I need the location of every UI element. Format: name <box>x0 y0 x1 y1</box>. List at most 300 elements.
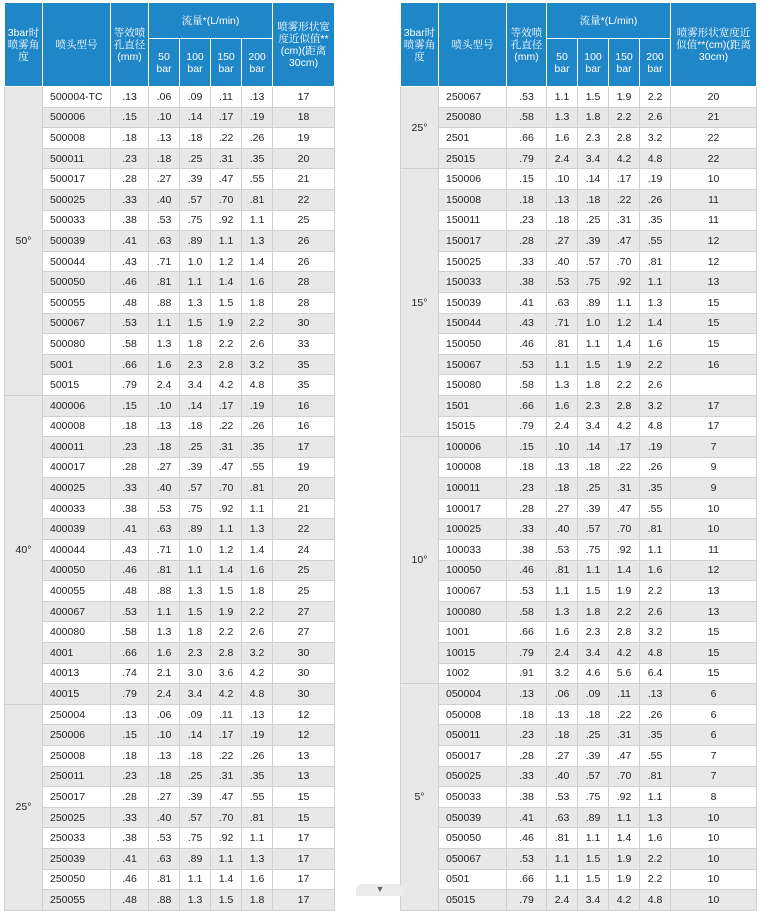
orifice-cell: .15 <box>111 395 149 416</box>
nozzle-model-cell: 250067 <box>439 87 507 108</box>
flow-150-cell: 4.2 <box>609 890 640 911</box>
flow-50-cell: 1.1 <box>547 581 578 602</box>
flow-200-cell: 6.4 <box>640 663 671 684</box>
nozzle-model-cell: 250080 <box>439 107 507 128</box>
nozzle-model-cell: 1501 <box>439 395 507 416</box>
flow-150-cell: .17 <box>609 169 640 190</box>
flow-50-cell: .40 <box>547 251 578 272</box>
orifice-cell: .33 <box>111 807 149 828</box>
flow-50-cell: .18 <box>547 210 578 231</box>
spray-width-cell: 13 <box>671 601 757 622</box>
flow-200-cell: 2.6 <box>242 622 273 643</box>
spray-width-cell: 22 <box>273 519 335 540</box>
nozzle-model-cell: 400080 <box>43 622 111 643</box>
flow-100-cell: .09 <box>180 704 211 725</box>
flow-200-cell: .13 <box>242 87 273 108</box>
flow-50-cell: 1.6 <box>547 622 578 643</box>
spray-width-cell: 16 <box>671 354 757 375</box>
nozzle-model-cell: 10015 <box>439 643 507 664</box>
flow-100-cell: 2.3 <box>180 643 211 664</box>
flow-200-cell: .55 <box>640 746 671 767</box>
header-spray-angle: 3bar时喷雾角度 <box>5 3 43 87</box>
flow-100-cell: .89 <box>578 292 609 313</box>
table-row <box>5 807 335 828</box>
flow-50-cell: .81 <box>547 828 578 849</box>
flow-100-cell: 3.4 <box>180 375 211 396</box>
flow-150-cell: 4.2 <box>211 684 242 705</box>
flow-50-cell: 2.4 <box>547 148 578 169</box>
nozzle-model-cell: 500006 <box>43 107 111 128</box>
flow-150-cell: .22 <box>211 746 242 767</box>
flow-200-cell: 1.3 <box>640 807 671 828</box>
flow-50-cell: .13 <box>149 746 180 767</box>
flow-100-cell: .57 <box>180 478 211 499</box>
nozzle-model-cell: 40015 <box>43 684 111 705</box>
flow-100-cell: 3.4 <box>578 148 609 169</box>
flow-50-cell: .63 <box>547 807 578 828</box>
flow-200-cell: 3.2 <box>640 622 671 643</box>
spray-width-cell: 15 <box>671 622 757 643</box>
flow-150-cell: 2.8 <box>609 622 640 643</box>
flow-100-cell: .25 <box>578 210 609 231</box>
spray-angle-cell: 40° <box>5 395 43 704</box>
orifice-cell: .58 <box>111 622 149 643</box>
flow-50-cell: 1.1 <box>547 848 578 869</box>
flow-200-cell: 2.6 <box>640 601 671 622</box>
flow-50-cell: .40 <box>149 478 180 499</box>
flow-200-cell: .19 <box>242 395 273 416</box>
flow-50-cell: .63 <box>149 231 180 252</box>
orifice-cell: .28 <box>507 746 547 767</box>
orifice-cell: .33 <box>111 478 149 499</box>
flow-50-cell: .53 <box>149 828 180 849</box>
orifice-cell: .66 <box>507 869 547 890</box>
flow-50-cell: .53 <box>149 498 180 519</box>
table-row <box>5 560 335 581</box>
flow-200-cell: .35 <box>242 148 273 169</box>
spray-width-cell: 21 <box>273 498 335 519</box>
flow-50-cell: .71 <box>149 251 180 272</box>
orifice-cell: .33 <box>111 189 149 210</box>
table-row <box>401 787 757 808</box>
flow-100-cell: 1.3 <box>180 292 211 313</box>
flow-100-cell: 2.3 <box>578 622 609 643</box>
spray-width-cell: 33 <box>273 334 335 355</box>
flow-150-cell: 1.9 <box>609 87 640 108</box>
flow-150-cell: 1.2 <box>211 251 242 272</box>
flow-150-cell: 1.2 <box>211 540 242 561</box>
spray-angle-cell: 25° <box>5 704 43 910</box>
nozzle-model-cell: 500033 <box>43 210 111 231</box>
flow-50-cell: 1.3 <box>547 107 578 128</box>
orifice-cell: .53 <box>507 354 547 375</box>
flow-200-cell: 2.6 <box>640 375 671 396</box>
spray-width-cell: 10 <box>671 869 757 890</box>
spray-width-cell: 30 <box>273 643 335 664</box>
flow-100-cell: 1.1 <box>578 560 609 581</box>
flow-150-cell: 1.9 <box>609 354 640 375</box>
orifice-cell: .38 <box>507 787 547 808</box>
flow-100-cell: 1.1 <box>180 869 211 890</box>
spray-width-cell: 12 <box>671 231 757 252</box>
table-row <box>401 128 757 149</box>
nozzle-model-cell: 400006 <box>43 395 111 416</box>
nozzle-model-cell: 500004-TC <box>43 87 111 108</box>
spray-width-cell: 13 <box>273 746 335 767</box>
flow-200-cell: .35 <box>640 210 671 231</box>
orifice-cell: .41 <box>507 807 547 828</box>
spray-width-cell: 13 <box>273 766 335 787</box>
flow-200-cell: .26 <box>640 457 671 478</box>
spray-width-cell: 25 <box>273 210 335 231</box>
flow-200-cell: 1.6 <box>242 272 273 293</box>
flow-100-cell: .18 <box>578 457 609 478</box>
orifice-cell: .46 <box>111 560 149 581</box>
table-row <box>401 395 757 416</box>
orifice-cell: .23 <box>507 725 547 746</box>
nozzle-model-cell: 100006 <box>439 437 507 458</box>
table-row <box>401 560 757 581</box>
flow-100-cell: .75 <box>180 210 211 231</box>
spray-width-cell: 30 <box>273 684 335 705</box>
flow-100-cell: .18 <box>180 416 211 437</box>
flow-100-cell: .18 <box>578 704 609 725</box>
flow-200-cell: 2.2 <box>242 601 273 622</box>
table-row <box>401 581 757 602</box>
nozzle-model-cell: 400044 <box>43 540 111 561</box>
flow-50-cell: 2.4 <box>149 684 180 705</box>
flow-50-cell: .18 <box>149 437 180 458</box>
flow-200-cell: 1.1 <box>242 498 273 519</box>
nozzle-model-cell: 150039 <box>439 292 507 313</box>
flow-100-cell: .57 <box>578 519 609 540</box>
flow-200-cell: 1.1 <box>242 210 273 231</box>
orifice-cell: .13 <box>507 684 547 705</box>
orifice-cell: .18 <box>111 746 149 767</box>
flow-200-cell: 4.2 <box>242 663 273 684</box>
flow-150-cell: 1.4 <box>211 272 242 293</box>
spray-width-cell: 10 <box>671 807 757 828</box>
orifice-cell: .13 <box>111 704 149 725</box>
table-row <box>5 210 335 231</box>
flow-100-cell: .39 <box>578 746 609 767</box>
flow-100-cell: 3.4 <box>578 416 609 437</box>
nozzle-model-cell: 250050 <box>43 869 111 890</box>
table-row <box>401 457 757 478</box>
flow-100-cell: 1.8 <box>578 601 609 622</box>
nozzle-model-cell: 4001 <box>43 643 111 664</box>
orifice-cell: .48 <box>111 292 149 313</box>
nozzle-model-cell: 150067 <box>439 354 507 375</box>
spray-width-cell: 18 <box>273 107 335 128</box>
spray-width-cell: 28 <box>273 292 335 313</box>
flow-150-cell: .47 <box>609 498 640 519</box>
flow-100-cell: 1.3 <box>180 890 211 911</box>
flow-150-cell: .11 <box>211 704 242 725</box>
spray-width-cell: 17 <box>273 848 335 869</box>
nozzle-model-cell: 5001 <box>43 354 111 375</box>
table-row <box>5 663 335 684</box>
table-row <box>401 828 757 849</box>
orifice-cell: .38 <box>111 828 149 849</box>
orifice-cell: .41 <box>111 848 149 869</box>
flow-50-cell: .13 <box>547 189 578 210</box>
table-row <box>5 643 335 664</box>
flow-50-cell: 1.1 <box>547 869 578 890</box>
spray-width-cell: 9 <box>671 457 757 478</box>
flow-200-cell: 1.6 <box>640 334 671 355</box>
flow-150-cell: .47 <box>211 787 242 808</box>
flow-100-cell: .57 <box>180 189 211 210</box>
table-row <box>401 663 757 684</box>
table-row <box>401 169 757 190</box>
nozzle-model-cell: 500055 <box>43 292 111 313</box>
chevron-down-icon[interactable]: ▼ <box>375 884 385 894</box>
flow-150-cell: .31 <box>609 210 640 231</box>
table-row <box>401 437 757 458</box>
flow-50-cell: .63 <box>547 292 578 313</box>
flow-50-cell: .27 <box>149 457 180 478</box>
flow-50-cell: .10 <box>149 725 180 746</box>
flow-200-cell: 1.6 <box>640 828 671 849</box>
orifice-cell: .58 <box>507 107 547 128</box>
table-row <box>5 478 335 499</box>
flow-200-cell: 1.1 <box>640 540 671 561</box>
spray-width-cell: 19 <box>273 457 335 478</box>
flow-100-cell: 2.3 <box>578 395 609 416</box>
flow-150-cell: .70 <box>211 478 242 499</box>
flow-50-cell: 1.6 <box>547 128 578 149</box>
orifice-cell: .66 <box>507 395 547 416</box>
orifice-cell: .66 <box>507 128 547 149</box>
flow-100-cell: 1.5 <box>578 354 609 375</box>
spray-width-cell: 16 <box>273 416 335 437</box>
flow-200-cell: .13 <box>640 684 671 705</box>
table-body-right <box>401 87 757 911</box>
flow-150-cell: 1.4 <box>609 334 640 355</box>
spray-width-cell: 21 <box>273 169 335 190</box>
flow-100-cell: .14 <box>180 725 211 746</box>
flow-200-cell: .81 <box>640 766 671 787</box>
table-row <box>5 334 335 355</box>
flow-150-cell: 1.4 <box>211 869 242 890</box>
nozzle-model-cell: 400033 <box>43 498 111 519</box>
flow-50-cell: .10 <box>149 395 180 416</box>
spray-width-cell: 7 <box>671 746 757 767</box>
spray-width-cell: 12 <box>273 704 335 725</box>
table-row <box>5 828 335 849</box>
flow-150-cell: .92 <box>609 787 640 808</box>
orifice-cell: .23 <box>111 148 149 169</box>
table-row <box>5 169 335 190</box>
flow-150-cell: 2.2 <box>609 375 640 396</box>
spray-width-cell: 9 <box>671 478 757 499</box>
nozzle-model-cell: 50015 <box>43 375 111 396</box>
nozzle-model-cell: 500039 <box>43 231 111 252</box>
table-row <box>5 890 335 911</box>
flow-100-cell: 1.8 <box>180 622 211 643</box>
flow-50-cell: .06 <box>149 704 180 725</box>
flow-200-cell: .19 <box>640 169 671 190</box>
nozzle-model-cell: 500080 <box>43 334 111 355</box>
flow-50-cell: .18 <box>547 725 578 746</box>
flow-150-cell: .22 <box>211 416 242 437</box>
nozzle-model-cell: 050033 <box>439 787 507 808</box>
orifice-cell: .38 <box>507 540 547 561</box>
spray-width-cell: 10 <box>671 890 757 911</box>
nozzle-model-cell: 500025 <box>43 189 111 210</box>
table-row <box>401 890 757 911</box>
table-row <box>401 334 757 355</box>
flow-200-cell: .55 <box>640 498 671 519</box>
flow-50-cell: .53 <box>547 787 578 808</box>
table-row <box>401 87 757 108</box>
flow-200-cell: .55 <box>640 231 671 252</box>
flow-100-cell: 3.0 <box>180 663 211 684</box>
flow-50-cell: 1.1 <box>547 354 578 375</box>
header-spray-width: 喷雾形状宽度近似值**(cm)(距离30cm) <box>273 3 335 87</box>
flow-200-cell: .35 <box>242 437 273 458</box>
table-body-left <box>5 87 335 911</box>
flow-150-cell: 1.9 <box>609 869 640 890</box>
orifice-cell: .23 <box>111 766 149 787</box>
flow-50-cell: .06 <box>547 684 578 705</box>
nozzle-model-cell: 150017 <box>439 231 507 252</box>
flow-100-cell: .39 <box>578 231 609 252</box>
nozzle-model-cell: 400039 <box>43 519 111 540</box>
flow-200-cell: .26 <box>242 128 273 149</box>
spray-width-cell: 17 <box>671 395 757 416</box>
table-row <box>401 189 757 210</box>
orifice-cell: .18 <box>507 189 547 210</box>
orifice-cell: .38 <box>507 272 547 293</box>
flow-50-cell: .13 <box>547 457 578 478</box>
nozzle-model-cell: 1001 <box>439 622 507 643</box>
orifice-cell: .43 <box>111 540 149 561</box>
flow-150-cell: 5.6 <box>609 663 640 684</box>
header-pressure-50: 50 bar <box>547 39 578 87</box>
flow-150-cell: 1.5 <box>211 890 242 911</box>
nozzle-model-cell: 050025 <box>439 766 507 787</box>
flow-200-cell: .35 <box>640 478 671 499</box>
flow-50-cell: 1.3 <box>149 334 180 355</box>
spray-width-cell: 26 <box>273 251 335 272</box>
nozzle-model-cell: 050011 <box>439 725 507 746</box>
table-row <box>5 601 335 622</box>
nozzle-model-cell: 1002 <box>439 663 507 684</box>
table-row <box>5 313 335 334</box>
flow-50-cell: 1.3 <box>149 622 180 643</box>
table-row <box>401 519 757 540</box>
spray-width-cell: 6 <box>671 725 757 746</box>
flow-200-cell: .81 <box>640 251 671 272</box>
flow-50-cell: .27 <box>149 787 180 808</box>
orifice-cell: .46 <box>111 272 149 293</box>
table-row <box>401 251 757 272</box>
flow-50-cell: .13 <box>547 704 578 725</box>
flow-100-cell: 2.3 <box>578 128 609 149</box>
flow-150-cell: .70 <box>609 251 640 272</box>
table-row <box>5 746 335 767</box>
flow-150-cell: .70 <box>211 807 242 828</box>
spray-width-cell: 7 <box>671 766 757 787</box>
flow-200-cell: .19 <box>242 725 273 746</box>
flow-200-cell: .35 <box>242 766 273 787</box>
spray-width-cell: 11 <box>671 540 757 561</box>
flow-150-cell: 4.2 <box>211 375 242 396</box>
spray-width-cell: 6 <box>671 704 757 725</box>
nozzle-model-cell: 050008 <box>439 704 507 725</box>
nozzle-model-cell: 100011 <box>439 478 507 499</box>
flow-50-cell: .10 <box>547 437 578 458</box>
orifice-cell: .13 <box>111 87 149 108</box>
spray-width-cell: 13 <box>671 581 757 602</box>
flow-200-cell: 2.2 <box>640 354 671 375</box>
table-row <box>401 869 757 890</box>
flow-100-cell: 1.5 <box>578 869 609 890</box>
orifice-cell: .18 <box>507 457 547 478</box>
flow-200-cell: 1.4 <box>640 313 671 334</box>
table-row <box>401 148 757 169</box>
spray-width-cell: 26 <box>273 231 335 252</box>
spray-width-cell: 22 <box>671 128 757 149</box>
nozzle-model-cell: 100080 <box>439 601 507 622</box>
orifice-cell: .46 <box>507 334 547 355</box>
table-row <box>401 272 757 293</box>
header-flow-rate: 流量*(L/min) <box>547 3 671 39</box>
table-row <box>5 684 335 705</box>
flow-150-cell: 1.1 <box>609 807 640 828</box>
flow-150-cell: .70 <box>609 766 640 787</box>
orifice-cell: .58 <box>507 601 547 622</box>
nozzle-model-cell: 500011 <box>43 148 111 169</box>
flow-150-cell: 1.4 <box>211 560 242 581</box>
spray-width-cell: 11 <box>671 189 757 210</box>
table-row <box>401 622 757 643</box>
spray-width-cell: 15 <box>671 334 757 355</box>
flow-100-cell: 1.8 <box>578 375 609 396</box>
orifice-cell: .28 <box>111 457 149 478</box>
flow-100-cell: .09 <box>578 684 609 705</box>
nozzle-model-cell: 400055 <box>43 581 111 602</box>
table-row <box>5 581 335 602</box>
flow-200-cell: 3.2 <box>242 354 273 375</box>
nozzle-model-cell: 400008 <box>43 416 111 437</box>
orifice-cell: .15 <box>111 107 149 128</box>
flow-150-cell: .47 <box>211 457 242 478</box>
orifice-cell: .79 <box>507 148 547 169</box>
flow-100-cell: .18 <box>180 128 211 149</box>
flow-150-cell: .92 <box>609 272 640 293</box>
flow-100-cell: 1.1 <box>180 560 211 581</box>
flow-150-cell: 1.2 <box>609 313 640 334</box>
nozzle-model-cell: 250008 <box>43 746 111 767</box>
orifice-cell: .23 <box>111 437 149 458</box>
flow-200-cell: 1.4 <box>242 540 273 561</box>
table-row <box>401 643 757 664</box>
spray-width-cell: 10 <box>671 169 757 190</box>
flow-150-cell: .92 <box>211 828 242 849</box>
flow-100-cell: .75 <box>578 272 609 293</box>
spray-width-cell: 20 <box>273 148 335 169</box>
nozzle-table-left <box>4 2 335 911</box>
nozzle-model-cell: 400050 <box>43 560 111 581</box>
flow-150-cell: 1.1 <box>211 519 242 540</box>
flow-100-cell: .39 <box>578 498 609 519</box>
table-row <box>401 684 757 705</box>
orifice-cell: .41 <box>507 292 547 313</box>
flow-150-cell: 3.6 <box>211 663 242 684</box>
